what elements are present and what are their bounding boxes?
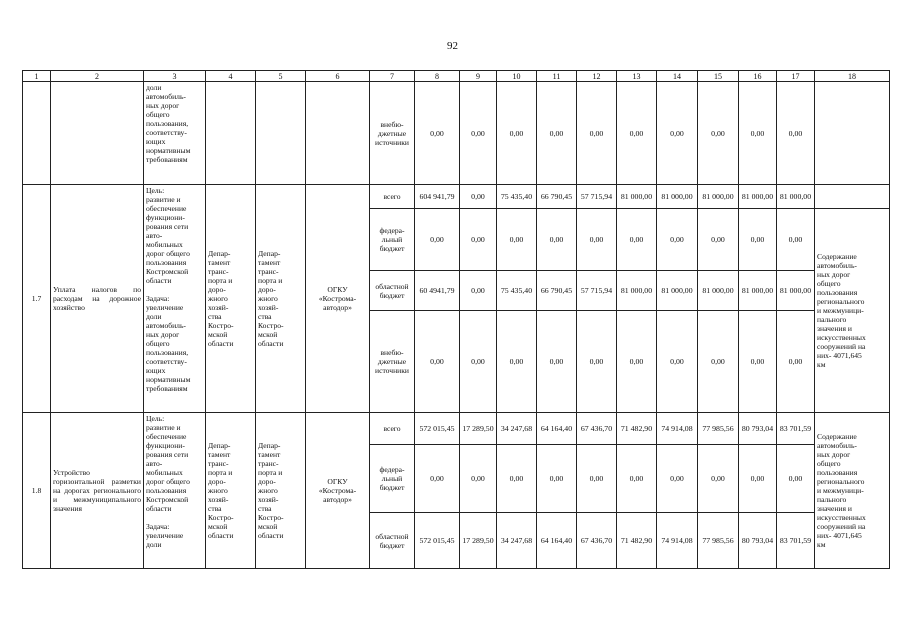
value-cell: 0,00 bbox=[617, 445, 657, 513]
result-cell: Содержание автомобиль- ных дорог общего пользования регионального и межмуници- пального значения и искусственных сооружений на них- 4071,645 км bbox=[815, 209, 890, 413]
value-cell: 75 435,40 bbox=[497, 185, 537, 209]
value-cell: 0,00 bbox=[698, 209, 739, 271]
executor-cell: Депар- тамент транс- порта и доро- жного хозяй- ства Костро- мской области bbox=[206, 413, 256, 569]
header-cell: 4 bbox=[206, 71, 256, 82]
table-row bbox=[23, 82, 890, 185]
source-cell: всего bbox=[370, 413, 415, 445]
value-cell: 0,00 bbox=[777, 445, 815, 513]
value-cell: 0,00 bbox=[657, 311, 698, 413]
value-cell: 0,00 bbox=[657, 82, 698, 185]
value-cell: 0,00 bbox=[657, 209, 698, 271]
value-cell: 81 000,00 bbox=[617, 185, 657, 209]
page-number: 92 bbox=[447, 40, 458, 52]
value-cell: 0,00 bbox=[577, 311, 617, 413]
header-row bbox=[23, 71, 890, 82]
value-cell: 17 289,50 bbox=[460, 513, 497, 569]
header-cell: 8 bbox=[415, 71, 460, 82]
source-cell: областной бюджет bbox=[370, 513, 415, 569]
value-cell: 66 790,45 bbox=[537, 271, 577, 311]
value-cell: 34 247,68 bbox=[497, 513, 537, 569]
value-cell: 0,00 bbox=[739, 209, 777, 271]
header-cell: 5 bbox=[256, 71, 306, 82]
value-cell: 0,00 bbox=[497, 209, 537, 271]
header-cell: 15 bbox=[698, 71, 739, 82]
value-cell: 0,00 bbox=[617, 311, 657, 413]
table-row bbox=[23, 413, 890, 445]
value-cell: 0,00 bbox=[497, 311, 537, 413]
value-cell: 64 164,40 bbox=[537, 413, 577, 445]
value-cell: 81 000,00 bbox=[657, 271, 698, 311]
value-cell: 71 482,90 bbox=[617, 413, 657, 445]
value-cell: 0,00 bbox=[777, 82, 815, 185]
value-cell: 60 4941,79 bbox=[415, 271, 460, 311]
task-cell: доли автомобиль- ных дорог общего пользования, соответству- ющих нормативным требованиям bbox=[144, 82, 206, 185]
value-cell: 81 000,00 bbox=[777, 271, 815, 311]
value-cell: 0,00 bbox=[739, 82, 777, 185]
value-cell: 0,00 bbox=[698, 445, 739, 513]
header-cell: 14 bbox=[657, 71, 698, 82]
source-cell: федера- льный бюджет bbox=[370, 445, 415, 513]
value-cell: 80 793,04 bbox=[739, 413, 777, 445]
program-table bbox=[22, 70, 890, 569]
value-cell: 0,00 bbox=[739, 445, 777, 513]
value-cell: 67 436,70 bbox=[577, 513, 617, 569]
header-cell: 11 bbox=[537, 71, 577, 82]
value-cell: 71 482,90 bbox=[617, 513, 657, 569]
value-cell: 0,00 bbox=[739, 311, 777, 413]
row-number: 1.7 bbox=[23, 185, 51, 413]
value-cell: 0,00 bbox=[577, 82, 617, 185]
source-cell: федера- льный бюджет bbox=[370, 209, 415, 271]
header-cell: 9 bbox=[460, 71, 497, 82]
value-cell: 57 715,94 bbox=[577, 271, 617, 311]
value-cell: 77 985,56 bbox=[698, 413, 739, 445]
header-cell: 18 bbox=[815, 71, 890, 82]
value-cell: 0,00 bbox=[497, 445, 537, 513]
value-cell: 0,00 bbox=[698, 311, 739, 413]
value-cell: 0,00 bbox=[537, 82, 577, 185]
goal-task-cell: Цель: развитие и обеспечение функциони- рования сети авто- мобильных дорог общего пользования Костромской области Задача: увеличение доли автомобиль- ных дорог общего пользования, соответству- ющих нормативным требованиям bbox=[144, 185, 206, 413]
header-cell: 13 bbox=[617, 71, 657, 82]
value-cell: 0,00 bbox=[460, 311, 497, 413]
value-cell: 81 000,00 bbox=[739, 271, 777, 311]
value-cell: 75 435,40 bbox=[497, 271, 537, 311]
value-cell: 0,00 bbox=[497, 82, 537, 185]
value-cell: 0,00 bbox=[537, 209, 577, 271]
goal-task-cell: Цель: развитие и обеспечение функциони- рования сети авто- мобильных дорог общего пользования Костромской области Задача: увеличение доли bbox=[144, 413, 206, 569]
value-cell: 572 015,45 bbox=[415, 513, 460, 569]
value-cell: 0,00 bbox=[577, 445, 617, 513]
value-cell: 0,00 bbox=[415, 445, 460, 513]
value-cell: 0,00 bbox=[617, 209, 657, 271]
value-cell: 0,00 bbox=[777, 311, 815, 413]
header-cell: 16 bbox=[739, 71, 777, 82]
value-cell: 66 790,45 bbox=[537, 185, 577, 209]
value-cell: 57 715,94 bbox=[577, 185, 617, 209]
header-cell: 10 bbox=[497, 71, 537, 82]
header-cell: 1 bbox=[23, 71, 51, 82]
value-cell: 80 793,04 bbox=[739, 513, 777, 569]
value-cell: 64 164,40 bbox=[537, 513, 577, 569]
header-cell: 7 bbox=[370, 71, 415, 82]
value-cell: 81 000,00 bbox=[777, 185, 815, 209]
value-cell: 83 701,59 bbox=[777, 413, 815, 445]
table-row bbox=[23, 185, 890, 209]
measure-name: Устройство горизонтальной разметки на дорогах регионального и межмуниципального значения bbox=[51, 413, 144, 569]
value-cell: 0,00 bbox=[698, 82, 739, 185]
value-cell: 0,00 bbox=[777, 209, 815, 271]
value-cell: 0,00 bbox=[537, 311, 577, 413]
source-cell: областной бюджет bbox=[370, 271, 415, 311]
value-cell: 0,00 bbox=[617, 82, 657, 185]
row-number: 1.8 bbox=[23, 413, 51, 569]
source-cell: внебю- джетные источники bbox=[370, 82, 415, 185]
organization-cell: ОГКУ «Кострома- автодор» bbox=[306, 413, 370, 569]
executor-cell: Депар- тамент транс- порта и доро- жного хозяй- ства Костро- мской области bbox=[256, 413, 306, 569]
value-cell: 0,00 bbox=[460, 209, 497, 271]
value-cell: 0,00 bbox=[460, 445, 497, 513]
value-cell: 83 701,59 bbox=[777, 513, 815, 569]
executor-cell: Депар- тамент транс- порта и доро- жного хозяй- ства Костро- мской области bbox=[256, 185, 306, 413]
source-cell: внебю- джетные источники bbox=[370, 311, 415, 413]
header-cell: 2 bbox=[51, 71, 144, 82]
value-cell: 0,00 bbox=[415, 311, 460, 413]
value-cell: 77 985,56 bbox=[698, 513, 739, 569]
value-cell: 67 436,70 bbox=[577, 413, 617, 445]
value-cell: 0,00 bbox=[577, 209, 617, 271]
value-cell: 0,00 bbox=[460, 271, 497, 311]
value-cell: 0,00 bbox=[415, 209, 460, 271]
header-cell: 6 bbox=[306, 71, 370, 82]
header-cell: 12 bbox=[577, 71, 617, 82]
value-cell: 0,00 bbox=[415, 82, 460, 185]
value-cell: 74 914,08 bbox=[657, 513, 698, 569]
value-cell: 34 247,68 bbox=[497, 413, 537, 445]
header-cell: 3 bbox=[144, 71, 206, 82]
measure-name: Уплата налогов по расходам на дорожное хозяйство bbox=[51, 185, 144, 413]
value-cell: 81 000,00 bbox=[617, 271, 657, 311]
value-cell: 0,00 bbox=[537, 445, 577, 513]
value-cell: 0,00 bbox=[460, 185, 497, 209]
value-cell: 0,00 bbox=[460, 82, 497, 185]
value-cell: 604 941,79 bbox=[415, 185, 460, 209]
organization-cell: ОГКУ «Кострома- автодор» bbox=[306, 185, 370, 413]
value-cell: 0,00 bbox=[657, 445, 698, 513]
source-cell: всего bbox=[370, 185, 415, 209]
header-cell: 17 bbox=[777, 71, 815, 82]
value-cell: 81 000,00 bbox=[698, 271, 739, 311]
result-cell: Содержание автомобиль- ных дорог общего пользования регионального и межмуници- пального значения и искусственных сооружений на них- 4071,645 км bbox=[815, 413, 890, 569]
executor-cell: Депар- тамент транс- порта и доро- жного хозяй- ства Костро- мской области bbox=[206, 185, 256, 413]
value-cell: 81 000,00 bbox=[739, 185, 777, 209]
value-cell: 74 914,08 bbox=[657, 413, 698, 445]
value-cell: 81 000,00 bbox=[698, 185, 739, 209]
value-cell: 572 015,45 bbox=[415, 413, 460, 445]
value-cell: 17 289,50 bbox=[460, 413, 497, 445]
value-cell: 81 000,00 bbox=[657, 185, 698, 209]
